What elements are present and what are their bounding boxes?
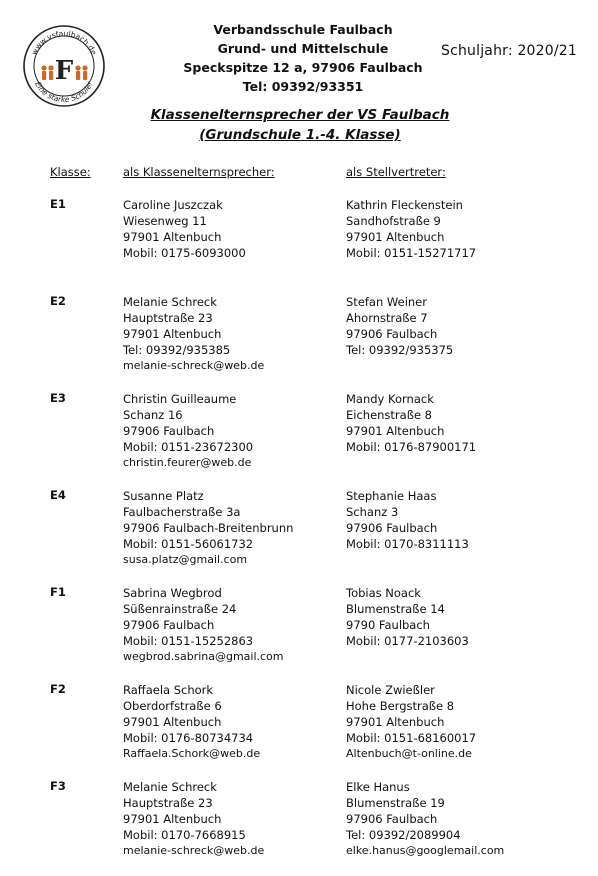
deputy-contact: [346, 294, 453, 358]
contact-name: Christin Guilleaume: [123, 392, 237, 406]
deputy-contact: [346, 779, 504, 859]
contact-email[interactable]: christin.feurer@web.de: [123, 456, 252, 469]
contact-city: 97901 Altenbuch: [346, 715, 445, 729]
contact-street: Blumenstraße 19: [346, 796, 445, 810]
contact-email[interactable]: Raffaela.Schork@web.de: [123, 747, 261, 760]
contact-street: Wiesenweg 11: [123, 214, 207, 228]
contact-name: Nicole Zwießler: [346, 683, 435, 697]
logo-url-text: www.vsfaulbach.de: [29, 28, 99, 57]
contact-email[interactable]: susa.platz@gmail.com: [123, 553, 248, 566]
school-logo: [22, 24, 106, 108]
contact-email[interactable]: melanie-schreck@web.de: [123, 844, 265, 857]
contact-street: Hauptstraße 23: [123, 311, 213, 325]
class-name: F2: [50, 682, 66, 696]
school-phone: Tel: 09392/93351: [242, 79, 364, 94]
contact-email[interactable]: elke.hanus@googlemail.com: [346, 844, 505, 857]
contact-city: 97906 Faulbach: [346, 812, 438, 826]
contact-phone: Mobil: 0151-15271717: [346, 246, 477, 260]
contact-name: Sabrina Wegbrod: [123, 586, 222, 600]
column-header-deputy: als Stellvertreter:: [346, 165, 446, 179]
contact-name: Raffaela Schork: [123, 683, 214, 697]
class-name: F3: [50, 779, 66, 793]
deputy-contact: [346, 197, 476, 261]
contact-city: 97906 Faulbach: [123, 618, 215, 632]
contact-phone: Mobil: 0151-68160017: [346, 731, 477, 745]
contact-name: Tobias Noack: [346, 586, 421, 600]
contact-street: Hauptstraße 23: [123, 796, 213, 810]
contact-street: Eichenstraße 8: [346, 408, 433, 422]
contact-phone: Mobil: 0170-7668915: [123, 828, 246, 842]
school-year: Schuljahr: 2020/21: [441, 43, 577, 59]
contact-phone: Mobil: 0177-2103603: [346, 634, 469, 648]
deputy-contact: [346, 585, 469, 649]
class-entry: [0, 294, 598, 391]
speaker-contact: [123, 488, 293, 568]
class-entry: [0, 391, 598, 488]
logo-seal-icon: [22, 24, 106, 108]
contact-name: Stephanie Haas: [346, 489, 437, 503]
deputy-contact: [346, 391, 476, 455]
contact-email[interactable]: melanie-schreck@web.de: [123, 359, 265, 372]
contact-name: Mandy Kornack: [346, 392, 434, 406]
speaker-contact: [123, 585, 284, 665]
contact-phone: Mobil: 0151-56061732: [123, 537, 254, 551]
contact-city: 97906 Faulbach-Breitenbrunn: [123, 521, 294, 535]
contact-name: Kathrin Fleckenstein: [346, 198, 463, 212]
class-name: E3: [50, 391, 66, 405]
class-name: E1: [50, 197, 66, 211]
contact-street: Faulbacherstraße 3a: [123, 505, 241, 519]
contact-email[interactable]: Altenbuch@t-online.de: [346, 747, 472, 760]
class-entry: [0, 488, 598, 585]
contact-city: 97901 Altenbuch: [123, 230, 222, 244]
title-line-2: (Grundschule 1.-4. Klasse): [199, 127, 401, 143]
title-line-1: Klassenelternsprecher der VS Faulbach: [150, 107, 450, 123]
contact-city: 97906 Faulbach: [346, 521, 438, 535]
contact-street: Sandhofstraße 9: [346, 214, 441, 228]
contact-street: Schanz 16: [123, 408, 183, 422]
document-title: [120, 105, 480, 145]
contact-street: Süßenrainstraße 24: [123, 602, 237, 616]
speaker-contact: [123, 294, 264, 374]
contact-phone: Mobil: 0170-8311113: [346, 537, 469, 551]
contact-phone: Tel: 09392/935385: [123, 343, 231, 357]
contact-phone: Mobil: 0176-80734734: [123, 731, 254, 745]
school-header: [178, 20, 428, 96]
column-header-speaker: als Klassenelternsprecher:: [123, 165, 275, 179]
contact-city: 97901 Altenbuch: [123, 715, 222, 729]
logo-slogan-text: Eine starke Schule!: [33, 80, 95, 105]
contact-city: 97901 Altenbuch: [346, 230, 445, 244]
contact-email[interactable]: wegbrod.sabrina@gmail.com: [123, 650, 284, 663]
contact-phone: Tel: 09392/2089904: [346, 828, 461, 842]
class-list: [0, 197, 598, 876]
contact-city: 9790 Faulbach: [346, 618, 430, 632]
class-entry: [0, 197, 598, 294]
class-entry: [0, 585, 598, 682]
contact-city: 97901 Altenbuch: [123, 812, 222, 826]
class-entry: [0, 779, 598, 876]
school-address: Speckspitze 12 a, 97906 Faulbach: [183, 60, 423, 75]
class-name: E4: [50, 488, 66, 502]
contact-name: Stefan Weiner: [346, 295, 427, 309]
deputy-contact: [346, 682, 476, 762]
contact-name: Melanie Schreck: [123, 780, 217, 794]
contact-phone: Mobil: 0175-6093000: [123, 246, 246, 260]
contact-street: Hohe Bergstraße 8: [346, 699, 455, 713]
contact-phone: Mobil: 0176-87900171: [346, 440, 477, 454]
contact-street: Blumenstraße 14: [346, 602, 445, 616]
contact-city: 97906 Faulbach: [123, 424, 215, 438]
contact-name: Elke Hanus: [346, 780, 410, 794]
column-header-class: Klasse:: [50, 165, 91, 179]
contact-name: Melanie Schreck: [123, 295, 217, 309]
contact-city: 97901 Altenbuch: [346, 424, 445, 438]
speaker-contact: [123, 197, 246, 261]
speaker-contact: [123, 779, 264, 859]
contact-street: Ahornstraße 7: [346, 311, 428, 325]
school-name: Verbandsschule Faulbach: [213, 22, 393, 37]
class-name: F1: [50, 585, 66, 599]
contact-name: Caroline Juszczak: [123, 198, 223, 212]
contact-name: Susanne Platz: [123, 489, 204, 503]
contact-city: 97906 Faulbach: [346, 327, 438, 341]
school-type: Grund- und Mittelschule: [217, 41, 389, 56]
contact-street: Schanz 3: [346, 505, 399, 519]
contact-city: 97901 Altenbuch: [123, 327, 222, 341]
class-name: E2: [50, 294, 66, 308]
class-entry: [0, 682, 598, 779]
contact-street: Oberdorfstraße 6: [123, 699, 222, 713]
logo-monogram: F: [54, 56, 74, 86]
speaker-contact: [123, 391, 253, 471]
deputy-contact: [346, 488, 469, 552]
contact-phone: Tel: 09392/935375: [346, 343, 454, 357]
contact-phone: Mobil: 0151-23672300: [123, 440, 254, 454]
speaker-contact: [123, 682, 260, 762]
contact-phone: Mobil: 0151-15252863: [123, 634, 254, 648]
